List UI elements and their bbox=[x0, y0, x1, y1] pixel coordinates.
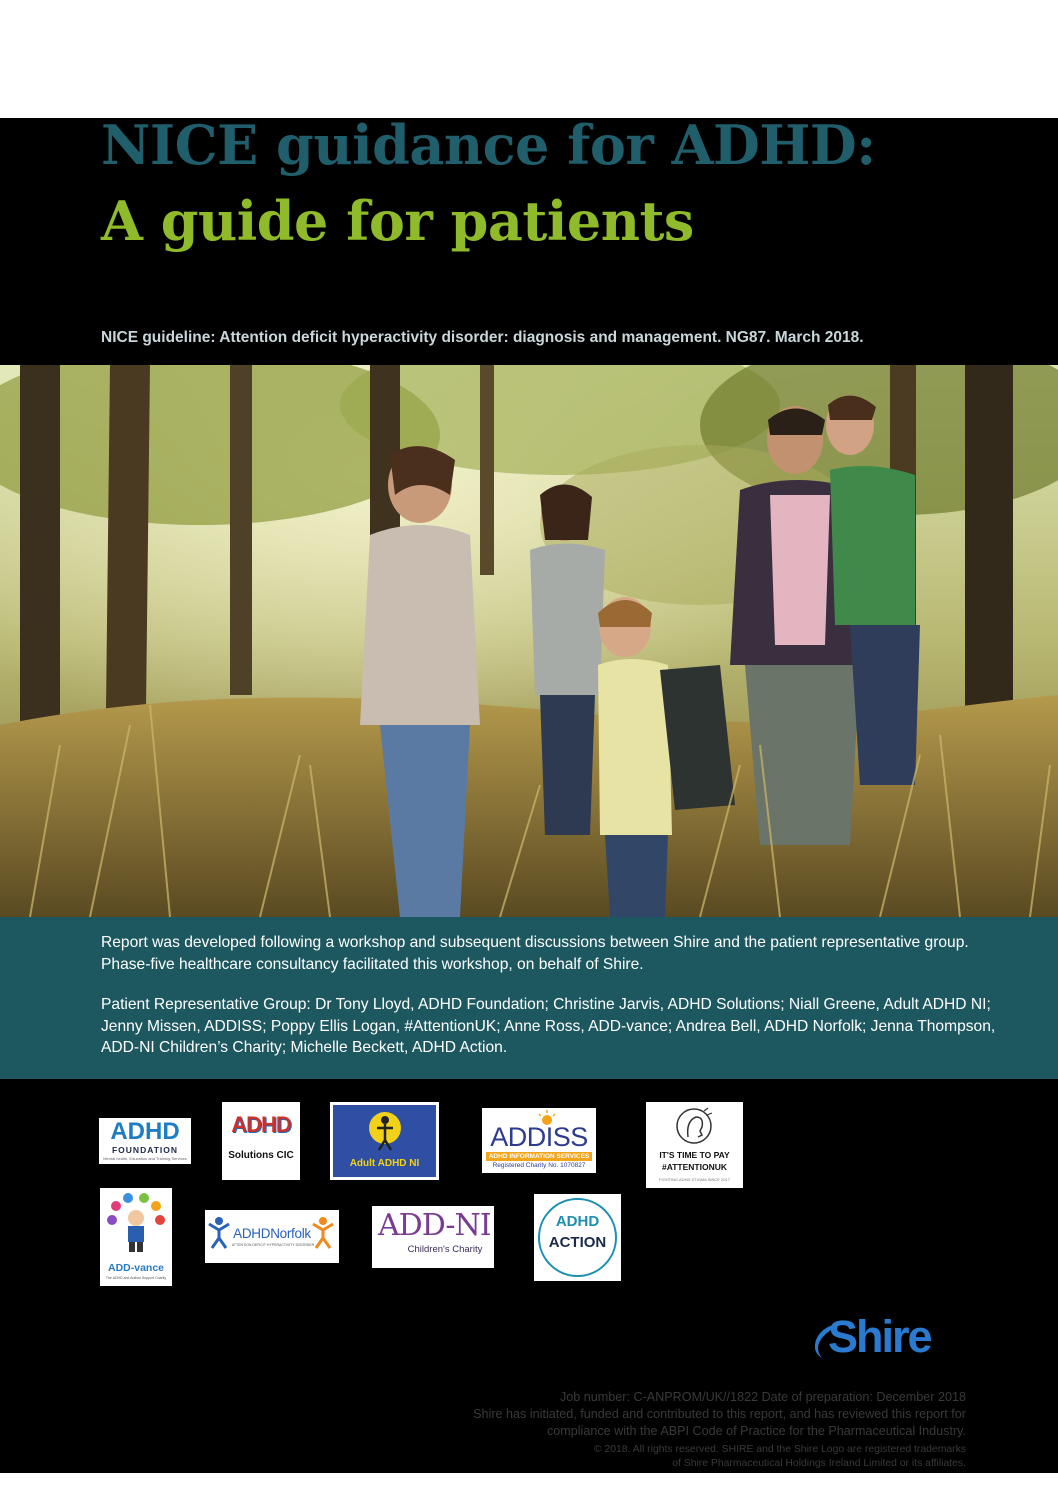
add-ni-main: ADD-NI bbox=[378, 1208, 491, 1243]
adhd-foundation-tagline: Mental health, Education and Training Services bbox=[103, 1156, 187, 1161]
adhd-foundation-sub: FOUNDATION bbox=[111, 1145, 179, 1155]
adult-adhd-ni-text: Adult ADHD NI bbox=[349, 1158, 420, 1169]
adhd-norfolk-main: ADHDNorfolk bbox=[233, 1226, 311, 1241]
workshop-info-band bbox=[0, 917, 1058, 1079]
attention-uk-tiny: FIGHTING ADHD STIGMA SINCE 2017 bbox=[659, 1177, 730, 1182]
adhd-solutions-sub: Solutions CIC bbox=[228, 1150, 294, 1161]
addiss-logo bbox=[482, 1108, 596, 1173]
adhd-action-line1: ADHD bbox=[555, 1213, 600, 1230]
title-line-2: A guide for patients bbox=[101, 189, 694, 253]
adhd-solutions-logo bbox=[222, 1102, 300, 1180]
addiss-main: ADDISS bbox=[490, 1122, 588, 1152]
adhd-foundation-main: ADHD bbox=[110, 1118, 180, 1145]
adhd-norfolk-logo bbox=[205, 1210, 339, 1263]
attention-uk-line2: #ATTENTIONUK bbox=[661, 1162, 727, 1172]
figure-icon bbox=[367, 1110, 403, 1154]
add-vance-main: ADD-vance bbox=[107, 1262, 165, 1274]
head-outline-icon bbox=[674, 1107, 714, 1145]
top-margin bbox=[0, 0, 1058, 118]
adhd-action-logo bbox=[534, 1194, 621, 1281]
add-vance-logo bbox=[100, 1188, 172, 1286]
title-line-1: NICE guidance for ADHD: bbox=[101, 113, 876, 177]
juggling-figure-icon bbox=[104, 1192, 168, 1254]
shire-logo bbox=[808, 1312, 968, 1364]
workshop-paragraph: Report was developed following a workshop and subsequent discussions between Shire and the patient representative group. Phase-five healthcare consultancy facilitated this workshop, on behalf of Shire. bbox=[101, 934, 969, 973]
shire-wordmark: Shire bbox=[828, 1311, 931, 1362]
bottom-margin bbox=[0, 1473, 1058, 1497]
add-vance-tiny: The ADHD and Autism Support Charity bbox=[105, 1276, 167, 1280]
addiss-charity-number: Registered Charity No. 1070827 bbox=[492, 1162, 586, 1169]
funding-statement-line2: compliance with the ABPI Code of Practice for the Pharmaceutical Industry. bbox=[546, 1424, 966, 1438]
funding-statement-line1: Shire has initiated, funded and contributed to this report, and has reviewed this report for bbox=[473, 1407, 966, 1421]
add-ni-logo bbox=[372, 1206, 494, 1268]
attention-uk-line1: IT'S TIME TO PAY bbox=[659, 1150, 730, 1160]
guideline-subtitle: NICE guideline: Attention deficit hyperactivity disorder: diagnosis and management. NG87. March 2018. bbox=[101, 329, 864, 346]
adult-adhd-ni-logo bbox=[330, 1102, 439, 1180]
copyright-line1: © 2018. All rights reserved. SHIRE and the Shire Logo are registered trademarks bbox=[593, 1444, 966, 1455]
adhd-action-line2: ACTION bbox=[548, 1234, 607, 1251]
family-walking-photo bbox=[0, 365, 1058, 917]
adhd-solutions-main: ADHD bbox=[231, 1112, 291, 1137]
adhd-norfolk-tiny: ATTENTION DEFICIT HYPERACTIVITY DISORDER bbox=[231, 1243, 315, 1247]
attention-uk-logo bbox=[646, 1102, 743, 1188]
adhd-foundation-logo bbox=[99, 1118, 191, 1164]
add-ni-sub: Children's Charity bbox=[407, 1244, 483, 1255]
addiss-band: ADHD INFORMATION SERVICES bbox=[486, 1152, 592, 1161]
job-number: Job number: C-ANPROM/UK//1822 Date of preparation: December 2018 bbox=[560, 1390, 966, 1404]
copyright-line2: of Shire Pharmaceutical Holdings Ireland Limited or its affiliates. bbox=[672, 1458, 966, 1469]
representative-group-paragraph: Patient Representative Group: Dr Tony Lloyd, ADHD Foundation; Christine Jarvis, ADHD Solutions; Niall Greene, Adult ADHD NI; Jenny Missen, ADDISS; Poppy Ellis Logan, #AttentionUK; Anne Ross, ADD-vance; Andrea Bell, ADHD Norfolk; Jenna Thompson, ADD-NI Children’s Charity; Michelle Beckett, ADHD Action. bbox=[101, 996, 996, 1056]
